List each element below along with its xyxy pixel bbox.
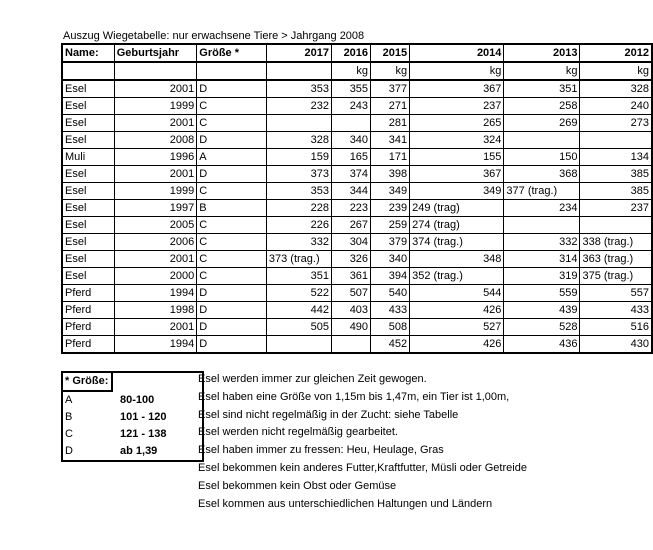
table-cell: C [197,234,267,251]
column-header: Name: [62,44,114,62]
table-row [62,336,652,354]
note-line: Esel haben eine Größe von 1,15m bis 1,47m, ein Tier ist 1,00m, [198,390,510,403]
note-line: Esel bekommen kein anderes Futter,Kraftfutter, Müsli oder Getreide [198,461,527,474]
table-cell: 271 [371,98,410,115]
table-cell: 269 [504,115,580,132]
table-cell: 373 (trag.) [266,251,331,268]
table-cell: Esel [62,98,114,115]
table-cell: 2000 [114,268,197,285]
legend-title: * Größe: [62,372,112,391]
table-cell [580,132,652,149]
table-cell: 1997 [114,200,197,217]
table-cell: 258 [504,98,580,115]
unit-cell: kg [410,62,504,80]
table-cell: 374 (trag.) [410,234,504,251]
legend-key: A [65,394,73,406]
unit-cell: kg [504,62,580,80]
unit-cell: kg [371,62,410,80]
table-cell: D [197,80,267,98]
table-cell: 352 (trag.) [410,268,504,285]
table-cell: 259 [371,217,410,234]
table-cell: 340 [331,132,370,149]
table-cell: 340 [371,251,410,268]
table-cell: C [197,115,267,132]
table-row [62,166,652,183]
table-cell: 341 [371,132,410,149]
table-caption: Auszug Wiegetabelle: nur erwachsene Tiere > Jahrgang 2008 [63,30,365,42]
table-cell: 373 [266,166,331,183]
table-cell: 2001 [114,80,197,98]
table-row [62,98,652,115]
table-cell: 165 [331,149,370,166]
legend-value: 80-100 [120,393,155,406]
table-cell: 1994 [114,285,197,302]
table-cell: 528 [504,319,580,336]
table-row [62,183,652,200]
units-row [62,62,652,80]
table-cell: 319 [504,268,580,285]
table-cell: Esel [62,132,114,149]
table-cell: 436 [504,336,580,354]
table-cell: 2005 [114,217,197,234]
column-header: 2012 [580,44,652,62]
table-row [62,302,652,319]
table-cell: D [197,319,267,336]
table-cell: 249 (trag) [410,200,504,217]
table-cell: 265 [410,115,504,132]
table-cell: 507 [331,285,370,302]
table-row [62,217,652,234]
table-cell: 439 [504,302,580,319]
table-cell: 159 [266,149,331,166]
table-cell: 1998 [114,302,197,319]
table-cell: 353 [266,183,331,200]
unit-cell [266,62,331,80]
legend-row [62,443,203,461]
unit-cell [197,62,267,80]
table-cell: 544 [410,285,504,302]
table-cell: Pferd [62,336,114,354]
table-cell: 505 [266,319,331,336]
note-line: Esel kommen aus unterschiedlichen Haltungen und Ländern [198,497,493,510]
table-cell: 426 [410,302,504,319]
column-header: 2013 [504,44,580,62]
table-cell: 377 (trag.) [504,183,580,200]
column-header: Geburtsjahr [114,44,197,62]
table-cell: 240 [580,98,652,115]
column-header: Größe * [197,44,267,62]
column-header: 2014 [410,44,504,62]
table-row [62,285,652,302]
unit-cell: kg [580,62,652,80]
table-cell: 351 [266,268,331,285]
table-cell: 2008 [114,132,197,149]
table-cell: 430 [580,336,652,354]
legend-header-row [62,372,203,391]
table-cell [266,115,331,132]
table-cell [504,132,580,149]
table-cell: Esel [62,217,114,234]
table-row [62,80,652,98]
table-cell: 232 [266,98,331,115]
table-cell: 326 [331,251,370,268]
table-cell: 377 [371,80,410,98]
table-cell: 557 [580,285,652,302]
table-cell: 304 [331,234,370,251]
table-cell: D [197,166,267,183]
table-cell: 490 [331,319,370,336]
legend-row [62,409,203,426]
table-cell: Pferd [62,319,114,336]
table-cell: 1996 [114,149,197,166]
table-cell: 150 [504,149,580,166]
table-cell: D [197,302,267,319]
table-cell: A [197,149,267,166]
legend-value: ab 1,39 [120,445,158,457]
table-row [62,132,652,149]
table-cell: 508 [371,319,410,336]
note-line: Esel sind nicht regelmäßig in der Zucht: siehe Tabelle [198,408,459,421]
table-cell: 367 [410,166,504,183]
table-cell: 426 [410,336,504,354]
table-cell: Esel [62,200,114,217]
table-row [62,234,652,251]
unit-cell: kg [331,62,370,80]
table-row [62,115,652,132]
table-cell: 361 [331,268,370,285]
table-cell: 243 [331,98,370,115]
legend-value: 101 - 120 [120,411,167,423]
table-cell: 385 [580,166,652,183]
note-line: Esel werden immer zur gleichen Zeit gewogen. [198,373,427,385]
table-cell: 559 [504,285,580,302]
table-cell: 363 (trag.) [580,251,652,268]
table-cell: 403 [331,302,370,319]
table-cell: 1999 [114,183,197,200]
weight-table [61,43,653,354]
table-cell: 1999 [114,98,197,115]
legend-key: C [65,428,73,440]
table-cell: 155 [410,149,504,166]
table-cell: 228 [266,200,331,217]
table-cell: 332 [504,234,580,251]
legend-title-spacer [112,372,203,391]
table-cell: 134 [580,149,652,166]
table-cell: Esel [62,166,114,183]
table-cell: 355 [331,80,370,98]
table-cell: Esel [62,183,114,200]
table-cell: D [197,132,267,149]
table-cell: 442 [266,302,331,319]
table-cell: 267 [331,217,370,234]
table-cell: 375 (trag.) [580,268,652,285]
table-cell: 398 [371,166,410,183]
table-cell: 239 [371,200,410,217]
column-header: 2015 [371,44,410,62]
table-cell: Pferd [62,285,114,302]
table-row [62,149,652,166]
table-cell: 540 [371,285,410,302]
table-cell: C [197,98,267,115]
column-header: 2017 [266,44,331,62]
table-cell [331,336,370,354]
table-cell: 351 [504,80,580,98]
table-cell: 527 [410,319,504,336]
table-cell: 237 [580,200,652,217]
table-cell: 234 [504,200,580,217]
table-cell: 349 [371,183,410,200]
notes-list [198,371,527,513]
table-cell [266,336,331,354]
column-header: 2016 [331,44,370,62]
table-cell: Esel [62,251,114,268]
table-cell: 332 [266,234,331,251]
table-cell: 171 [371,149,410,166]
table-cell: 281 [371,115,410,132]
table-cell: D [197,285,267,302]
table-cell: Esel [62,80,114,98]
table-cell: 2001 [114,319,197,336]
table-cell: Esel [62,234,114,251]
legend-key: D [65,445,73,457]
table-cell: 1994 [114,336,197,354]
table-cell [580,217,652,234]
legend-value: 121 - 138 [120,428,167,440]
table-cell: 433 [580,302,652,319]
size-legend [61,371,204,462]
table-cell: 2001 [114,166,197,183]
table-cell: C [197,251,267,268]
table-cell: C [197,268,267,285]
table-cell: C [197,217,267,234]
table-cell: 353 [266,80,331,98]
table-cell: B [197,200,267,217]
table-row [62,251,652,268]
table-cell: Esel [62,115,114,132]
table-cell: 374 [331,166,370,183]
legend-row [62,426,203,443]
legend-key: B [65,411,73,423]
legend-row [62,391,203,409]
table-cell: Pferd [62,302,114,319]
table-cell: 2006 [114,234,197,251]
table-cell: 324 [410,132,504,149]
table-cell: C [197,183,267,200]
table-cell [331,115,370,132]
table-cell: 273 [580,115,652,132]
table-cell: 237 [410,98,504,115]
table-cell: D [197,336,267,354]
table-cell: 338 (trag.) [580,234,652,251]
table-cell: 433 [371,302,410,319]
table-cell: 344 [331,183,370,200]
table-cell: 394 [371,268,410,285]
note-line: Esel werden nicht regelmäßig gearbeitet. [198,426,398,439]
table-cell: 223 [331,200,370,217]
table-cell: 314 [504,251,580,268]
table-cell: 274 (trag) [410,217,504,234]
table-cell: 2001 [114,251,197,268]
table-cell: 367 [410,80,504,98]
note-line: Esel haben immer zu fressen: Heu, Heulage, Gras [198,444,444,457]
table-cell: 328 [266,132,331,149]
table-cell: 368 [504,166,580,183]
unit-cell [114,62,197,80]
table-row [62,200,652,217]
table-cell: 379 [371,234,410,251]
note-line: Esel bekommen kein Obst oder Gemüse [198,479,397,492]
table-cell: 516 [580,319,652,336]
table-cell: Muli [62,149,114,166]
table-cell: Esel [62,268,114,285]
table-cell: 522 [266,285,331,302]
table-cell: 2001 [114,115,197,132]
table-cell: 226 [266,217,331,234]
table-cell: 385 [580,183,652,200]
header-row [62,44,652,62]
table-cell: 452 [371,336,410,354]
table-cell: 348 [410,251,504,268]
unit-cell [62,62,114,80]
table-row [62,319,652,336]
table-cell: 349 [410,183,504,200]
table-row [62,268,652,285]
table-cell: 328 [580,80,652,98]
table-cell [504,217,580,234]
